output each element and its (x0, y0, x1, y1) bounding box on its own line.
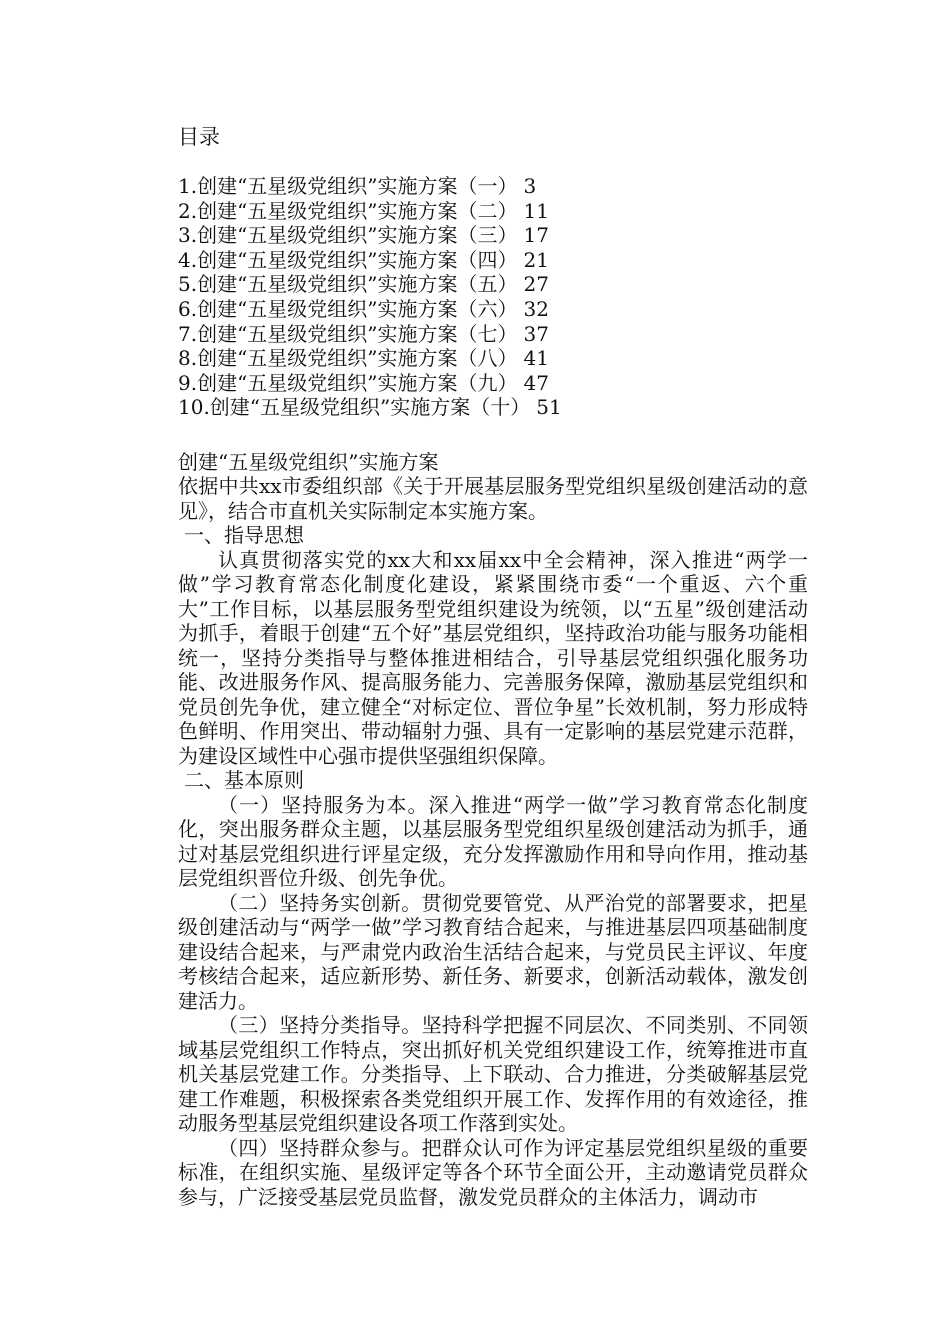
principle-paragraph: （三）坚持分类指导。坚持科学把握不同层次、不同类别、不同领域基层党组织工作特点，突出抓好机关党组织建设工作，统筹推进市直机关基层党建工作。分类指导、上下联动、合力推进，分类破解基层党建工作难题，积极探索各类党组织开展工作、发挥作用的有效途径，推动服务型基层党组织建设各项工作落到实处。 (178, 1013, 808, 1135)
toc-item-label: 1.创建“五星级党组织”实施方案（一） (178, 174, 518, 198)
section-heading-basic-principles: 二、基本原则 (184, 768, 304, 792)
toc-item-page: 41 (523, 346, 549, 371)
toc-item-page: 32 (523, 296, 549, 321)
document-title: 创建“五星级党组织”实施方案 (178, 450, 439, 474)
toc-item[interactable] (178, 395, 798, 420)
toc-item-label: 7.创建“五星级党组织”实施方案（七） (178, 321, 518, 346)
toc-item[interactable] (178, 346, 798, 371)
toc-item-page: 27 (523, 272, 549, 297)
principle-paragraph: （二）坚持务实创新。贯彻党要管党、从严治党的部署要求，把星级创建活动与“两学一做”学习教育结合起来，与推进基层四项基础制度建设结合起来，与严肃党内政治生活结合起来，与党员民主评议、年度考核结合起来，适应新形势、新任务、新要求，创新活动载体，激发创建活力。 (178, 890, 808, 1013)
toc-item-page: 37 (523, 321, 549, 346)
toc-item-page: 21 (523, 247, 549, 272)
toc-item[interactable] (178, 297, 798, 322)
section-heading-guiding-ideology: 一、指导思想 (184, 523, 304, 547)
intro-paragraph: 依据中共xx市委组织部《关于开展基层服务型党组织星级创建活动的意见》，结合市直机关实际制定本实施方案。 (178, 474, 808, 523)
toc-item[interactable] (178, 248, 798, 273)
toc-item[interactable] (178, 174, 798, 199)
toc-item[interactable] (178, 322, 798, 347)
guiding-ideology-paragraph: 认真贯彻落实党的xx大和xx届xx中全会精神，深入推进“两学一做”学习教育常态化制度化建设，紧紧围绕市委“一个重返、六个重大”工作目标，以基层服务型党组织建设为统领，以“五星”级创建活动为抓手，着眼于创建“五个好”基层党组织，坚持政治功能与服务功能相统一，坚持分类指导与整体推进相结合，引导基层党组织强化服务功能、改进服务作风、提高服务能力、完善服务保障，激励基层党组织和党员创先争优，建立健全“对标定位、晋位争星”长效机制，努力形成特色鲜明、作用突出、带动辐射力强、具有一定影响的基层党建示范群，为建设区域性中心强市提供坚强组织保障。 (178, 547, 808, 768)
toc-item-label: 3.创建“五星级党组织”实施方案（三） (178, 223, 518, 248)
toc-item-page: 47 (523, 370, 549, 395)
toc-item-label: 10.创建“五星级党组织”实施方案（十） (178, 395, 531, 420)
toc-item-label: 9.创建“五星级党组织”实施方案（九） (178, 370, 518, 395)
toc-title: 目录 (178, 125, 220, 149)
principle-paragraph: （四）坚持群众参与。把群众认可作为评定基层党组织星级的重要标准，在组织实施、星级评定等各个环节全面公开，主动邀请党员群众参与，广泛接受基层党员监督，激发党员群众的主体活力，调动市 (178, 1135, 808, 1209)
toc-item-label: 8.创建“五星级党组织”实施方案（八） (178, 346, 518, 371)
toc-item[interactable] (178, 272, 798, 297)
toc-item-label: 4.创建“五星级党组织”实施方案（四） (178, 247, 518, 272)
principle-paragraph: （一）坚持服务为本。深入推进“两学一做”学习教育常态化制度化，突出服务群众主题，以基层服务型党组织星级创建活动为抓手，通过对基层党组织进行评星定级，充分发挥激励作用和导向作用，推动基层党组织晋位升级、创先争优。 (178, 792, 808, 890)
toc-item-page: 17 (523, 223, 549, 248)
toc-item-page: 11 (523, 198, 549, 223)
toc-item[interactable] (178, 223, 798, 248)
toc-item[interactable] (178, 199, 798, 224)
toc-list (178, 174, 798, 420)
toc-item-page: 3 (523, 174, 537, 198)
toc-item-label: 6.创建“五星级党组织”实施方案（六） (178, 296, 518, 321)
toc-item[interactable] (178, 371, 798, 396)
document-body (178, 474, 808, 1209)
toc-item-label: 5.创建“五星级党组织”实施方案（五） (178, 272, 518, 297)
toc-item-label: 2.创建“五星级党组织”实施方案（二） (178, 198, 518, 223)
toc-item-page: 51 (536, 395, 562, 420)
